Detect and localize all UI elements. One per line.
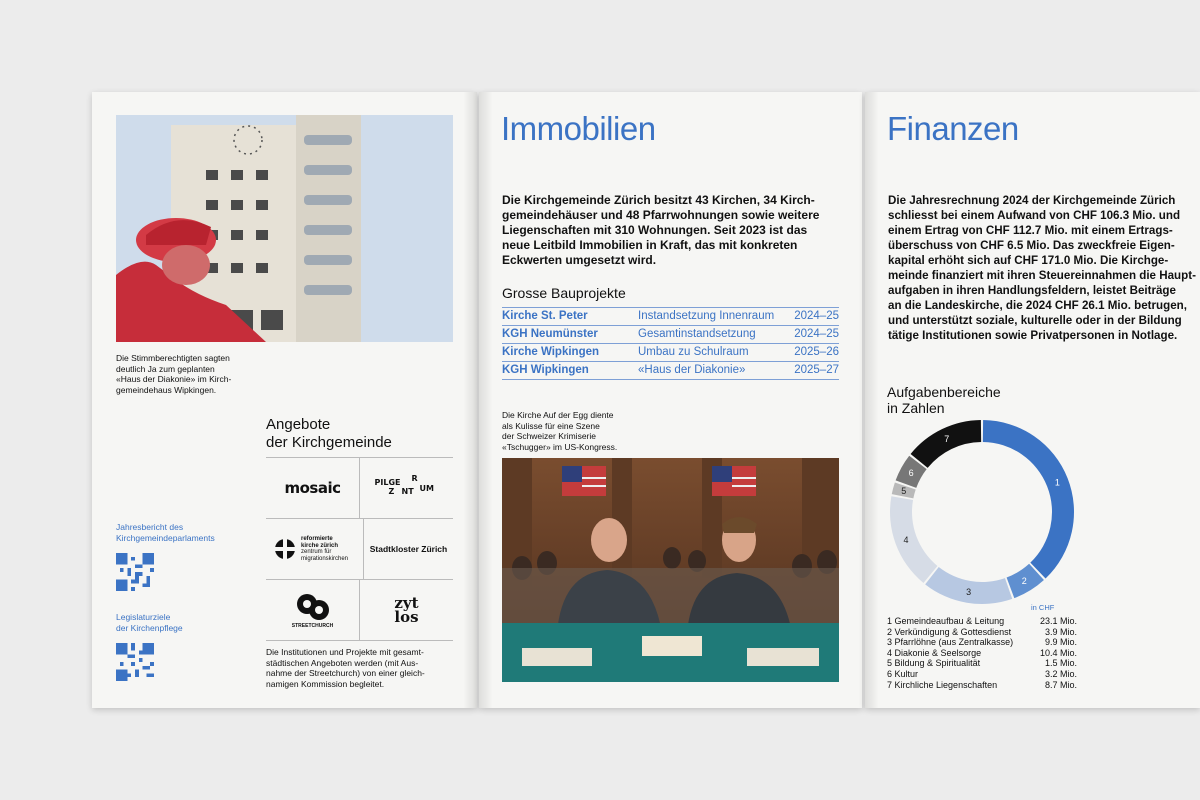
link-line: Kirchgemeindeparlaments (116, 532, 215, 543)
project-name: KGH Neumünster (502, 326, 638, 344)
streetchurch-symbol-icon (295, 592, 331, 622)
lead-line: Eckwerten umgesetzt wird. (502, 253, 657, 267)
logo-row (266, 579, 453, 641)
logo-mosaic[interactable] (266, 458, 359, 518)
caption-line: als Kulisse für eine Szene (502, 420, 600, 431)
legend-id: 2 (887, 626, 893, 637)
caption-line: «Haus der Diakonie» im Kirch- (116, 374, 232, 384)
cross-icon (274, 538, 296, 560)
lead-line: tätige Institutionen sowie Privatpersonen in Notlage. (888, 329, 1178, 342)
link-line: Legislaturziele (116, 612, 171, 622)
legend-id: 7 (887, 679, 893, 690)
donut-slice-3 (925, 567, 1012, 604)
qr-code-icon[interactable] (116, 553, 154, 591)
legend-label: Gemeindeaufbau & Leitung (894, 616, 1005, 626)
project-years: 2025–27 (789, 362, 839, 380)
logo-streetchurch[interactable] (266, 580, 359, 640)
legend-value: 1.5 Mio. (1044, 658, 1077, 669)
caption-line: «Tschugger» im US-Kongress. (502, 441, 618, 452)
caption-line: Die Stimmberechtigten sagten (116, 353, 230, 363)
lead-paragraph (888, 193, 1200, 343)
offers-heading (266, 416, 392, 452)
project-work: Instandsetzung Innenraum (638, 308, 789, 326)
caption-line: der Schweizer Krimiserie (502, 431, 596, 441)
gutter-shadow (463, 92, 477, 708)
chart-title (887, 384, 1001, 416)
projects-table (502, 307, 839, 380)
page-left (92, 92, 477, 708)
page-title-immobilien: Immobilien (501, 110, 656, 147)
donut-label-3: 3 (966, 586, 972, 597)
logo-text: zentrum für (301, 549, 332, 555)
lead-line: kapital erhöht sich auf CHF 171.0 Mio. Die Kirchge- (888, 254, 1169, 267)
logo-text: UM (419, 484, 434, 493)
logo-text: kirche zürich (301, 542, 339, 549)
link-line: Jahresbericht des (116, 522, 184, 532)
legend-row (887, 669, 1077, 680)
offers-caption (266, 647, 456, 689)
logo-pilgerzentrum[interactable] (359, 458, 453, 518)
logo-row (266, 518, 453, 579)
logo-zytlos[interactable] (359, 580, 453, 640)
logo-reformierte-kirche[interactable] (266, 519, 363, 579)
logo-text: mosaic (284, 479, 341, 497)
legend-id: 1 (887, 616, 893, 626)
logo-text: los (394, 608, 419, 626)
donut-label-2: 2 (1021, 576, 1027, 587)
legend-value: 3.9 Mio. (1044, 626, 1077, 637)
page-right (865, 92, 1200, 708)
caption-line: Die Kirche Auf der Egg diente (502, 410, 614, 420)
legend-id: 6 (887, 668, 893, 679)
unit-label: in CHF (1031, 603, 1055, 612)
project-work: Umbau zu Schulraum (638, 344, 789, 362)
project-years: 2025–26 (789, 344, 839, 362)
logo-text: zyt (394, 594, 419, 612)
qr-code-icon[interactable] (116, 643, 154, 681)
legend-row (887, 648, 1077, 659)
donut-slice-4 (890, 496, 937, 583)
donut-label-5: 5 (901, 486, 907, 497)
caption-line: Die Institutionen und Projekte mit gesamt- (266, 647, 424, 657)
legend-row (887, 637, 1077, 648)
chart-title-line: Aufgabenbereiche (887, 384, 1001, 400)
photo-caption (502, 410, 672, 452)
logo-stadtkloster[interactable] (363, 519, 453, 579)
heading-line: Angebote (266, 416, 331, 433)
caption-line: städtischen Angeboten werden (mit Aus- (266, 657, 419, 668)
link-jahresbericht[interactable] (116, 522, 215, 596)
lead-line: einem Ertrag von CHF 112.7 Mio. mit einem Ertrags- (888, 224, 1173, 237)
legend-row (887, 627, 1077, 638)
lead-line: gemeindehäuser und 48 Pfarrwohnungen sowie weitere (502, 208, 820, 222)
logo-grid (266, 457, 453, 641)
legend-value: 8.7 Mio. (1044, 679, 1077, 690)
lead-paragraph (502, 193, 842, 268)
legend-value: 3.2 Mio. (1044, 668, 1077, 679)
legend-id: 5 (887, 658, 893, 669)
lead-line: schliesst bei einem Aufwand von CHF 106.3 Mio. und (888, 209, 1181, 222)
page-middle (479, 92, 862, 708)
project-name: KGH Wipkingen (502, 362, 638, 380)
table-row (502, 362, 839, 380)
photo-congress-hearing (502, 458, 839, 682)
project-name: Kirche St. Peter (502, 308, 638, 326)
legend-id: 3 (887, 637, 893, 648)
lead-line: meinde finanziert mit ihren Steuereinnahmen die Haupt- (888, 269, 1196, 282)
lead-line: neue Leitbild Immobilien in Kraft, das mit konkreten (502, 238, 798, 252)
legend-row (887, 680, 1077, 691)
donut-slice-1 (983, 420, 1074, 579)
caption-line: gemeindehaus Wipkingen. (116, 384, 217, 395)
projects-heading: Grosse Bauprojekte (502, 285, 626, 301)
lead-line: und unterstützt soziale, kulturelle oder in der Bildung (888, 314, 1182, 327)
legend-row (887, 658, 1077, 669)
lead-line: Liegenschaften mit 310 Wohnungen. Seit 2023 ist das (502, 223, 808, 237)
lead-line: aufgaben in ihren Handlungsfeldern, leistet Beiträge (888, 284, 1176, 297)
donut-label-4: 4 (903, 535, 909, 546)
logo-text: Stadtkloster Zürich (369, 544, 448, 554)
lead-line: Die Kirchgemeinde Zürich besitzt 43 Kirchen, 34 Kirch- (502, 193, 815, 207)
gutter-shadow (865, 92, 879, 708)
caption-line: namigen Kommission begleitet. (266, 678, 385, 689)
project-name: Kirche Wipkingen (502, 344, 638, 362)
gutter-shadow (479, 92, 493, 708)
donut-label-6: 6 (908, 467, 914, 478)
heading-line: der Kirchgemeinde (266, 434, 392, 451)
legend-label: Diakonie & Seelsorge (894, 647, 982, 658)
table-row (502, 326, 839, 344)
legend-id: 4 (887, 647, 893, 658)
lead-line: Die Jahresrechnung 2024 der Kirchgemeinde Zürich (888, 194, 1176, 207)
legend-label: Verkündigung & Gottesdienst (894, 626, 1012, 637)
legend-value: 23.1 Mio. (1039, 616, 1077, 626)
project-work: Gesamtinstandsetzung (638, 326, 789, 344)
legend-row (887, 616, 1077, 627)
link-legislaturziele[interactable] (116, 612, 183, 686)
legend-label: Kultur (894, 668, 919, 679)
logo-row (266, 457, 453, 518)
chart-title-line: in Zahlen (887, 400, 945, 416)
legend-label: Bildung & Spiritualität (894, 658, 981, 669)
legend-label: Kirchliche Liegenschaften (894, 679, 998, 690)
logo-text: NT (401, 487, 414, 496)
link-line: der Kirchenpflege (116, 622, 183, 633)
table-row (502, 308, 839, 326)
donut-chart (887, 417, 1077, 607)
logo-text: PILGE (374, 478, 401, 487)
project-work: «Haus der Diakonie» (638, 362, 789, 380)
logo-text: R (411, 474, 418, 483)
lead-line: an die Landeskirche, die 2024 CHF 26.1 Mio. betrugen, (888, 299, 1187, 312)
table-row (502, 344, 839, 362)
caption-line: nahme der Streetchurch) von einer gleich- (266, 668, 425, 678)
project-years: 2024–25 (789, 326, 839, 344)
logo-text: STREETCHURCH (291, 622, 334, 629)
project-years: 2024–25 (789, 308, 839, 326)
donut-label-1: 1 (1054, 477, 1060, 488)
chart-legend (887, 616, 1077, 690)
donut-label-7: 7 (944, 434, 950, 445)
logo-text: reformierte (301, 536, 333, 542)
page-title-finanzen: Finanzen (887, 110, 1019, 147)
legend-value: 9.9 Mio. (1044, 637, 1077, 648)
photo-caption (116, 353, 276, 395)
logo-text: Z (388, 487, 395, 496)
legend-value: 10.4 Mio. (1039, 647, 1077, 658)
caption-line: deutlich Ja zum geplanten (116, 363, 215, 374)
legend-label: Pfarrlöhne (aus Zentralkasse) (894, 637, 1014, 648)
logo-text: migrationskirchen (301, 555, 349, 562)
photo-building-statue (116, 115, 453, 342)
lead-line: überschuss von CHF 6.5 Mio. Das zweckfreie Eigen- (888, 239, 1175, 252)
